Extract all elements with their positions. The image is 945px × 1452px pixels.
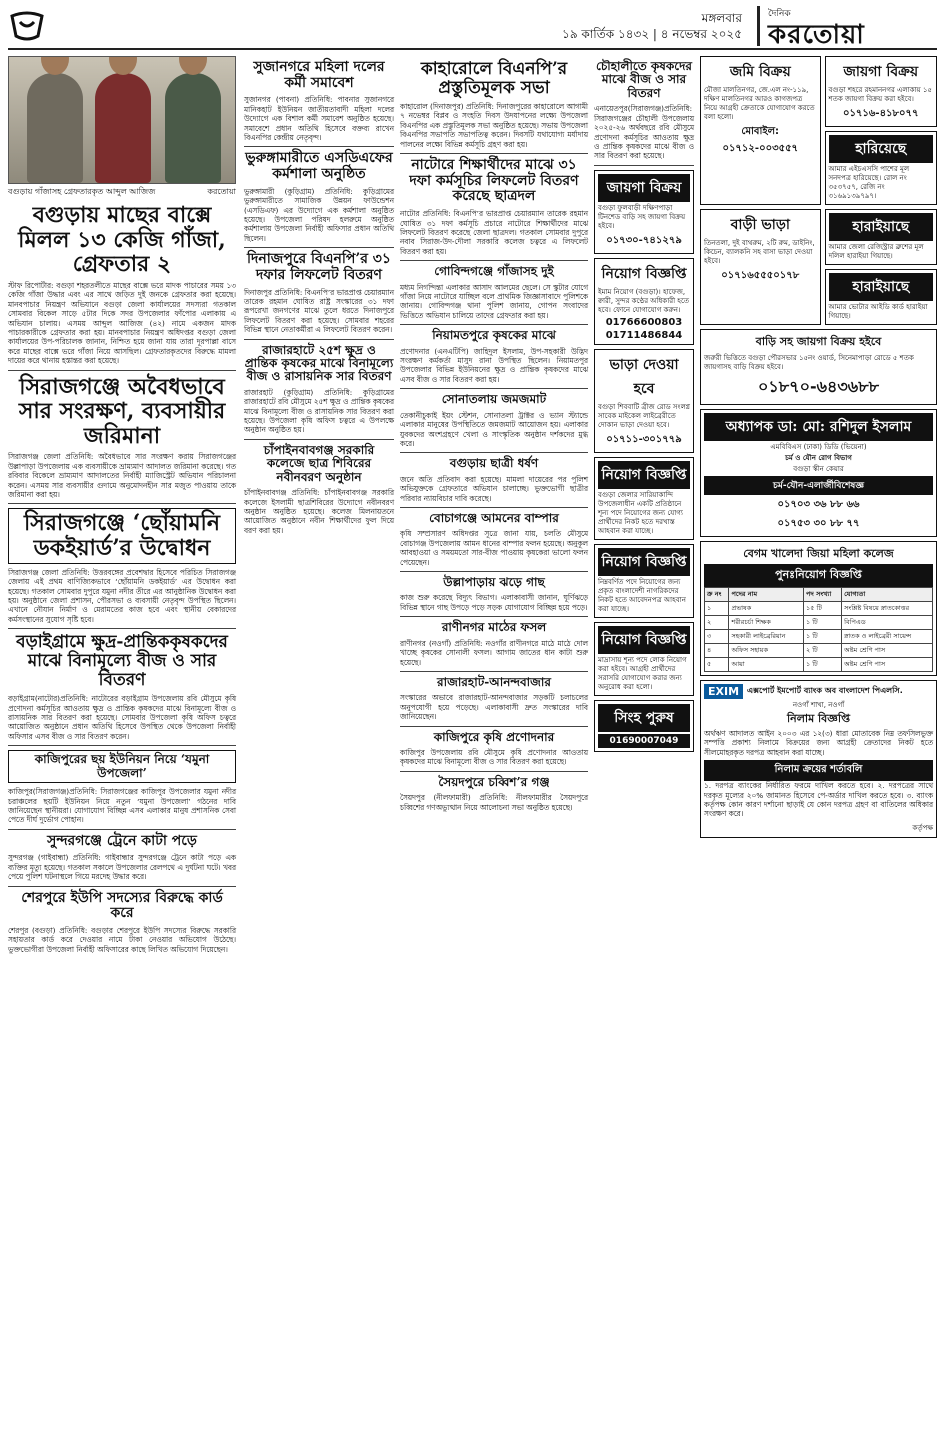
brand-prefix: দৈনিক — [768, 9, 791, 19]
table-cell: ১৫ টি — [803, 602, 841, 616]
divider — [400, 771, 588, 772]
terms-title: নিলাম ক্রয়ের শর্তাবলি — [704, 760, 933, 781]
divider — [400, 571, 588, 572]
classified-ad — [700, 56, 821, 205]
terms-body: ১. দরপত্র ব্যাংকের নির্ধারিত ফরমে দাখিল করতে হবে। ২. দরপত্রের সাথে দরকৃত মূল্যের ২০% জামানত হিসেবে পে-অর্ডার দাখিল করতে হবে। ৩. ব্যাংক কর্তৃপক্ষ কোন কারণ দর্শানো ছাড়াই যে কোন দরপত্র গ্রহণ বা বাতিলের অধিকার সংরক্ষণ করে। — [704, 781, 933, 819]
ad-body: জরুরী ভিত্তিতে বগুড়া পৌরসভার ১৫নং ওয়ার্ড, সিনেমাপাড়া রোডে ৫ শতক জায়গাসহ বাড়ি বিক্রয় হইবে। — [704, 354, 914, 371]
classified-ad — [825, 269, 938, 325]
table-cell: ১ টি — [803, 630, 841, 644]
doctor-strip: চর্ম-যৌন-এলার্জীবিশেষজ্ঞ — [704, 476, 933, 495]
column-3 — [400, 56, 588, 812]
article-body: সংস্কারের অভাবে রাজারহাট-আনন্দবাজার সড়কটি চলাচলের অনুপযোগী হয়ে পড়েছে। এলাকাবাসী দ্রুত সংস্কারের দাবি জানিয়েছেন। — [400, 693, 588, 722]
ad-body: বগুড়া শিববাটি ব্রীজ রোড সংলগ্ন সাবেক মাইকেল লাইব্রেরীতে দোকান ভাড়া দেওয়া হবে। — [598, 402, 690, 429]
article-body: রাজারহাট (কুড়িগ্রাম) প্রতিনিধি: কুড়িগ্রামের রাজারহাটে রবি মৌসুমে ২৫শ ক্ষুদ্র ও প্রান্তিক কৃষকের মাঝে বিনামূল্যে বীজ ও রাসায়নিক সার বিতরণ করা হয়েছে। উপজেলা কৃষি অফিস চত্বরে এ উপলক্ষে অনুষ্ঠান অনুষ্ঠিত হয়। — [244, 387, 394, 435]
divider — [400, 324, 588, 325]
table-cell: অফিস সহায়ক — [729, 644, 804, 658]
headline[interactable]: কাজিপুরের ছয় ইউনিয়ন নিয়ে ‘যমুনা উপজেলা’ — [8, 750, 236, 783]
vacancy-table — [704, 587, 933, 672]
table-cell: শরীরচর্চা শিক্ষক — [729, 616, 804, 630]
divider — [244, 146, 394, 147]
ad-title: বাড়ি সহ জায়গা বিক্রয় হইবে — [755, 335, 882, 348]
headline[interactable]: কাহারোলে বিএনপি’র প্রস্তুতিমূলক সভা — [420, 59, 568, 99]
headline[interactable]: ভুরুঙ্গামারীতে এসডিএফের কর্মশালা অনুষ্ঠিত — [245, 150, 393, 183]
article-body: দিনাজপুর প্রতিনিধি: বিএনপি’র ভারপ্রাপ্ত চেয়ারম্যান তারেক রহমান ঘোষিত রাষ্ট্র সংস্কারের ৩১ দফা রূপরেখা জনগণের মাঝে তুলে ধরতে দিনাজপুরে লিফলেট বিতরণ করা হয়েছে। সোমবার শহরের বিভিন্ন স্থানে নেতাকর্মীরা এ লিফলেট বিতরণ করেন। — [244, 287, 394, 335]
table-cell: ১ টি — [803, 616, 841, 630]
ad-body: তিনতলা, দুই বাথরুম, ২টি রুম, ডাইনিং, কিচেন, ব্যালকনি সহ বাসা ভাড়া দেওয়া হইবে। — [704, 239, 815, 265]
table-row — [705, 616, 933, 630]
table-cell: ৩ — [705, 630, 729, 644]
ad-title: জায়গা বিক্রয় — [598, 174, 690, 202]
table-header-cell: যোগ্যতা — [842, 588, 933, 602]
doctor-ad — [700, 409, 937, 537]
bank-auction-notice — [700, 680, 937, 838]
bank-branch: নওগাঁ শাখা, নওগাঁ — [792, 701, 845, 709]
table-cell: ৫ — [705, 658, 729, 672]
college-name: বেগম খালেদা জিয়া মহিলা কলেজ — [743, 547, 894, 560]
ad-body: আমার এইচএসসি পাশের মূল সনদপত্র হারিয়েছে। রোল নং ৩৫৩৭৫৭, রেজি নং ৩১৬৯১৩৯৭৯৭। — [828, 165, 910, 200]
ad-body: আমার জেলা রেজিস্ট্রার ব্রুশের মূল দলিল হারাইয়া গিয়াছে। — [828, 243, 924, 260]
table-row — [705, 630, 933, 644]
divider — [244, 439, 394, 440]
doctor-specialty: চর্ম ও যৌন রোগ বিভাগ — [785, 454, 852, 462]
headline[interactable]: সৈয়দপুরে চব্বিশ’র গঞ্জ — [438, 774, 550, 789]
headline[interactable]: বোচাগঞ্জে আমনের বাম্পার — [429, 510, 559, 525]
ad-phone[interactable]: মোবাইল: ০১৭১২-০০৩৫৫৭ — [722, 126, 799, 154]
article-body: কাজ শুরু করেছে বিদ্যুৎ বিভাগ। এলাকাবাসী জানান, ঘূর্ণিঝড়ে বিভিন্ন স্থানে গাছ উপড়ে পড়ে সড়ক যোগাযোগ বিচ্ছিন্ন হয়ে পড়ে। — [400, 593, 588, 612]
brand-name: করতোয়া — [768, 20, 865, 50]
article-body: মধ্যম নিগন্দিন্তা এলাকার আসাদ আলমের ছেলে। সে স্কুটার যোগে গাঁজা নিয়ে নাটোরে যাচ্ছিল বলে প্রাথমিক জিজ্ঞাসাবাদে পুলিশকে জানায়। গোবিন্দগঞ্জ থানা পুলিশ জানায়, গোপন সংবাদের ভিত্তিতে অভিযান চালিয়ে তাদের গ্রেফতার করা হয়। — [400, 282, 588, 320]
article-body: চাঁপাইনবাবগঞ্জ প্রতিনিধি: চাঁপাইনবাবগঞ্জ সরকারি কলেজে ইসলামী ছাত্রশিবিরের উদ্যোগে নবীনবরণ অনুষ্ঠান অনুষ্ঠিত হয়েছে। কলেজ মিলনায়তনে আয়োজিত অনুষ্ঠানে নবীন শিক্ষার্থীদের ফুল দিয়ে বরণ করা হয়। — [244, 488, 394, 535]
ads-stack — [825, 209, 938, 329]
table-cell: ১ টি — [803, 658, 841, 672]
photo-head — [179, 56, 207, 75]
classified-ad — [594, 170, 694, 254]
headline[interactable]: রাজারহাট-আনন্দবাজার — [437, 674, 551, 689]
ads-row-1 — [700, 56, 937, 209]
photo-credit: করতোয়া — [207, 187, 236, 196]
divider — [400, 671, 588, 672]
ad-title: জায়গা বিক্রয় — [843, 64, 919, 80]
table-header-cell: ক্র নং — [705, 588, 729, 602]
table-cell: ২ — [705, 616, 729, 630]
masthead-date — [562, 10, 742, 42]
column-5 — [700, 56, 937, 842]
ad-title: ভাড়া দেওয়া হবে — [609, 356, 679, 397]
divider — [400, 726, 588, 727]
headline[interactable]: শেরপুরে ইউপি সদস্যের বিরুদ্ধে কার্ড করে — [21, 889, 223, 922]
table-cell: প্রভাষক — [729, 602, 804, 616]
table-cell: অষ্টম শ্রেণি পাস — [842, 658, 933, 672]
photo-head — [41, 56, 69, 75]
headline[interactable]: দিনাজপুরে বিএনপি’র ৩১ দফার লিফলেট বিতরণ — [247, 251, 391, 283]
ad-body: নিম্নবর্ণিত পদে নিয়োগের জন্য প্রকৃত বাংলাদেশী নাগরিকদের নিকট হতে আবেদনপত্র আহবান করা যাচ্ছে। — [598, 577, 686, 613]
ad-phone[interactable]: ০১৭৩০-৭৪১২৭৯ — [606, 234, 682, 246]
headline[interactable]: সিরাজগঞ্জে অবৈধভাবে সার সংরক্ষণ, ব্যবসায়ীর জরিমানা — [18, 373, 226, 449]
table-cell: স্নাতক ও লাইব্রেরী সায়েন্স — [842, 630, 933, 644]
ad-phone[interactable]: ০১৭১৬-৪১৮০৭৭ — [842, 108, 919, 119]
table-cell: বিপিএড — [842, 616, 933, 630]
table-header-cell: পদের নাম — [729, 588, 804, 602]
column-1 — [8, 56, 236, 954]
divider — [8, 745, 236, 746]
ads-row-2 — [700, 209, 937, 329]
ad-body: বগুড়া শহরে রহমাননগর এলাকায় ১৫ শতক জায়গা বিক্রয় করা হইবে। — [828, 86, 932, 103]
exim-logo-icon: EXIM — [704, 684, 743, 699]
article-body: এনায়েতপুর(সিরাজগঞ্জ)প্রতিনিধি: সিরাজগঞ্জের চৌহালী উপজেলায় ২০২৫-২৬ অর্থবছরে রবি মৌসুমে প্রণোদনা কর্মসূচির আওতায় ক্ষুদ্র ও প্রান্তিক কৃষকদের মাঝে বীজ ও সার বিতরণ করা হয়েছে। — [594, 104, 694, 161]
divider — [400, 260, 588, 261]
classified-ad — [700, 209, 821, 325]
headline[interactable]: বগুড়ায় মাছের বাক্সে মিলল ১৩ কেজি গাঁজা, গ্রেফতার ২ — [18, 202, 226, 278]
headline[interactable]: চৌহালীতে কৃষকদের মাঝে বীজ ও সার বিতরণ — [595, 59, 693, 100]
divider — [400, 388, 588, 389]
article-body: কৃষি সম্প্রসারণ অধিদপ্তর সূত্রে জানা যায়, চলতি মৌসুমে বোচাগঞ্জ উপজেলায় আমন ধানের বাম্পার ফলন হয়েছে। অনুকূল আবহাওয়া ও সময়মতো সার-বীজ পাওয়ায় কৃষকেরা ভালো ফলন পেয়েছেন। — [400, 529, 588, 567]
column-2 — [244, 56, 394, 535]
headline[interactable]: নাটোরে শিক্ষার্থীদের মাঝে ৩১ দফা কর্মসূচির লিফলেট বিতরণ করেছে ছাত্রদল — [409, 157, 579, 205]
headline[interactable]: রাজারহাটে ২৫শ ক্ষুদ্র ও প্রান্তিক কৃষকের মাঝে বিনামূল্যে বীজ ও রাসায়নিক সার বিতরণ — [244, 342, 394, 384]
article-body: কাজিপুর উপজেলায় রবি মৌসুমে কৃষি প্রণোদনার আওতায় কৃষকদের মাঝে বিনামূল্যে বীজ ও সার বিতরণ করা হয়েছে। — [400, 748, 588, 767]
divider — [8, 503, 236, 504]
article-body: তেকানীচুকাই ইয়ং স্টেশন, সোনাতলা ট্রাক্টর ও ভ্যান স্ট্যান্ডে এলাকার মানুষের উপস্থিতিতে জমজমাট আয়োজন হয়। এলাকার যুবকদের অংশগ্রহণে খেলা ও সাংস্কৃতিক অনুষ্ঠান দর্শকদের মুগ্ধ করে। — [400, 410, 588, 448]
ad-title: নিয়োগ বিজ্ঞপ্তি — [601, 265, 687, 282]
classified-ad — [825, 56, 938, 127]
ad-body: আমার ভোটার আইডি কার্ড হারাইয়া গিয়াছে। — [828, 303, 928, 320]
divider — [400, 616, 588, 617]
photo-person — [27, 73, 83, 183]
divider — [244, 339, 394, 340]
article-body: প্রণোদনার (এনএটিপি) জাহিদুল ইসলাম, উপ-সহকারী উদ্ভিদ সংরক্ষণ কর্মকর্তা মাসুদ রানা উপস্থিত ছিলেন। নিয়ামতপুর উপজেলার বিভিন্ন ইউনিয়নের ক্ষুদ্র ও প্রান্তিক কৃষকদের মাঝে এসব বীজ ও সার বিতরণ করা হয়। — [400, 346, 588, 384]
divider — [400, 153, 588, 154]
ad-title: নিয়োগ বিজ্ঞপ্তি — [598, 461, 690, 489]
divider — [594, 165, 694, 166]
divider — [8, 886, 236, 887]
article-body: নাটোর প্রতিনিধি: বিএনপি’র ভারপ্রাপ্ত চেয়ারম্যান তারেক রহমান ঘোষিত ৩১ দফা কর্মসূচি প্রচারে নাটোরে শিক্ষার্থীদের মাঝে লিফলেট বিতরণ করেছে জেলা ছাত্রদল। গতকাল সোমবার দুপুরে নবাব সিরাজ-উদ-দৌলা সরকারি কলেজ চত্বরে এ লিফলেট বিতরণ করা হয়। — [400, 209, 588, 256]
doctor-chamber: বগুড়া স্কীন কেয়ার — [793, 465, 844, 473]
classified-ad — [594, 700, 694, 752]
table-header-cell: পদ সংখ্যা — [803, 588, 841, 602]
ad-body: মাদ্রাসায় শূন্য পদে লোক নিয়োগ করা হইবে। আগ্রহী প্রার্থীদের সরাসরি যোগাযোগ করার জন্য অনুরোধ করা হলো। — [598, 655, 687, 691]
article-body: কাহারোল (দিনাজপুর) প্রতিনিধি: দিনাজপুরের কাহারোলে আগামী ৭ নভেম্বর বিপ্লব ও সংহতি দিবস উদযাপনের লক্ষ্যে উপজেলা বিএনপির এক প্রস্তুতিমূলক সভা অনুষ্ঠিত হয়েছে। সভায় উপজেলা বিএনপির সভাপতি সভাপতিত্ব করেন। দিবসটি যথাযোগ্য মর্যাদায় পালনের লক্ষ্যে বিভিন্ন কর্মসূচি গ্রহণ করা হয়। — [400, 102, 588, 149]
article-body: বড়াইগ্রাম(নাটোর)প্রতিনিধি: নাটোরের বড়াইগ্রাম উপজেলায় রবি মৌসুমে কৃষি প্রণোদনা কর্মসূচির আওতায় ক্ষুদ্র ও প্রান্তিক কৃষকদের মাঝে বিনামূল্যে বীজ ও রাসায়নিক সার বিতরণ করা হয়েছে। সোমবার উপজেলা কৃষি অফিস চত্বরে আয়োজিত অনুষ্ঠানে প্রধান অতিথি হিসেবে উপস্থিত থেকে উপজেলা নির্বাহী অফিসার এসব বীজ ও সার বিতরণ করেন। — [8, 694, 236, 741]
ad-body: ইমাম নিয়োগ (বগুড়া)। হাফেজ, ক্বারী, সুন্দর কণ্ঠের অধিকারী হতে হবে। ফোনে যোগাযোগ করুন। — [598, 287, 690, 314]
article-body: সিরাজগঞ্জ জেলা প্রতিনিধি: উত্তরবঙ্গের প্রবেশদ্বার হিসেবে পরিচিত সিরাজগঞ্জ জেলায় এই প্রথম বাণিজ্যিকভাবে ‘ছোঁয়ামনি ডকইয়ার্ড’ এর উদ্বোধন করা হয়েছে। গতকাল সোমবার দুপুরে যমুনা নদীর তীরে এর আনুষ্ঠানিক উদ্বোধন করা হয়। অনুষ্ঠানে জেলা প্রশাসন, পৌরসভা ও ব্যবসায়ী নেতৃবৃন্দ উপস্থিত ছিলেন। এখানে নৌযান নির্মাণ ও মেরামতের কাজ হবে এবং স্থানীয় বেকারদের কর্মসংস্থানের সুযোগ সৃষ্টি হবে। — [8, 567, 236, 624]
college-notice — [700, 541, 937, 676]
divider — [400, 507, 588, 508]
divider — [8, 370, 236, 371]
masthead — [8, 6, 937, 50]
photo-caption-text: বগুড়ায় গাঁজাসহ গ্রেফতারকৃত আব্দুল আজিজ — [8, 187, 156, 196]
article-body: স্টাফ রিপোর্টার: বগুড়া শহরতলীতে মাছের বাক্সে ভরে মাদক পাচারের সময় ১৩ কেজি গাঁজা উদ্ধার এবং এর সাথে জড়িত দুই জনকে গ্রেফতার করা হয়েছে। মানবপাচার নিয়ন্ত্রণ অভিযানে বগুড়া জেলা কার্যালয়ের সদস্যরা গতকাল সোমবার বিকেল সাড়ে ৫টার দিকে সদর উপজেলার ফাঁপোর এলাকায় এ অভিযান চালায়। এসময় আব্দুল আজিজ (৪২) নামে একজন মাদক পাচারকারীকে গ্রেফতার করা হয়। মানবপাচার নিয়ন্ত্রণ অধিদপ্তর বগুড়া জেলা কার্যালয়ের উপ-পরিচালক জানান, নিশ্চিত হয়ে জানা যায় তারা দূরপাল্লা বাসে করে মাছের বাক্সে ভরে গাঁজা নিয়ে আসছিল। গ্রেফতারকৃতদের বিরুদ্ধে মামলা দায়ের করে থানায় হস্তান্তর করা হয়েছে। — [8, 280, 236, 366]
notice-body: অর্থঋণ আদালত আইন ২০০৩ এর ১২(৩) ধারা মোতাবেক নিম্ন তফসিলভুক্ত সম্পত্তি প্রকাশ্য নিলামে বিক্রয়ের জন্য আগ্রহী ক্রেতাদের নিকট হতে সীলমোহরকৃত দরপত্র আহবান করা যাচ্ছে। — [704, 729, 933, 757]
article-body: সিরাজগঞ্জ জেলা প্রতিনিধি: অবৈধভাবে সার সংরক্ষণ করায় সিরাজগঞ্জের উল্লাপাড়া উপজেলায় এক ব্যবসায়ীকে ভ্রাম্যমাণ আদালত জরিমানা করেছে। গত রবিবার বিকেলে ভ্রাম্যমাণ আদালতের নির্বাহী ম্যাজিস্ট্রেট অভিযান পরিচালনা করেন। এসময় সার ব্যবসায়ীর গুদামে অনুমোদনহীন সার মজুত পাওয়ায় তাকে জরিমানা করা হয়। — [8, 452, 236, 500]
ad-title: নিয়োগ বিজ্ঞপ্তি — [598, 626, 690, 654]
ad-title: হারিয়েছে — [829, 135, 934, 163]
photo-caption — [8, 186, 236, 199]
headline[interactable]: সিরাজগঞ্জে ‘ছোঁয়ামনি ডকইয়ার্ড’র উদ্বোধন — [8, 508, 236, 563]
article-body: ভুরুঙ্গামারী (কুড়িগ্রাম) প্রতিনিধি: কুড়িগ্রামের ভুরুঙ্গামারীতে সামাজিক উন্নয়ন ফাউন্ডেশন (এসডিএফ) এর উদ্যোগে এক কর্মশালা অনুষ্ঠিত হয়েছে। উপজেলা পরিষদ হলরুমে অনুষ্ঠিত কর্মশালায় উপজেলা নির্বাহী অফিসার প্রধান অতিথি ছিলেন। — [244, 186, 394, 243]
headline[interactable]: রাণীনগর মাঠের ফসল — [441, 620, 547, 635]
ad-title: হারাইয়াছে — [829, 273, 934, 301]
article-body: কাজিপুর(সিরাজগঞ্জ)প্রতিনিধি: সিরাজগঞ্জের কাজিপুর উপজেলার যমুনা নদীর চরাঞ্চলের ছয়টি ইউনিয়ন নিয়ে নতুন ‘যমুনা উপজেলা’ গঠনের দাবি জানিয়েছেন স্থানীয়রা। যোগাযোগ বিচ্ছিন্ন এসব এলাকার মানুষ প্রশাসনিক সেবা পেতে দীর্ঘ দুর্ভোগ পোহান। — [8, 787, 236, 825]
table-row — [705, 658, 933, 672]
classified-ad — [594, 544, 694, 618]
headline[interactable]: সোনাতলায় জমজমাট — [441, 392, 547, 407]
table-cell: সহকারী লাইব্রেরিয়ান — [729, 630, 804, 644]
headline[interactable]: চাঁপাইনবাবগঞ্জ সরকারি কলেজে ছাত্র শিবিরের নবীনবরণ অনুষ্ঠান — [263, 442, 375, 484]
weekday: মঙ্গলবার — [701, 11, 742, 25]
article-body: সৈয়দপুর (নীলফামারী) প্রতিনিধি: নীলফামারীর সৈয়দপুরে চব্বিশের গণঅভ্যুত্থান নিয়ে আলোচনা সভা অনুষ্ঠিত হয়েছে। — [400, 793, 588, 812]
doctor-name: অধ্যাপক ডা: মো: রশিদুল ইসলাম — [704, 413, 933, 441]
table-cell: সংশ্লিষ্ট বিষয়ে স্নাতকোত্তর — [842, 602, 933, 616]
photo-person — [95, 73, 151, 183]
classified-ad — [594, 258, 694, 345]
ad-phone[interactable]: ০১৮৭০-৬৪৩৬৮৮ — [758, 377, 879, 396]
notice-title: পুনঃনিয়োগ বিজ্ঞপ্তি — [704, 564, 933, 587]
article-body: জনে অতি প্রতিবাদ করা হয়েছে। মামলা দায়েরের পর পুলিশ অভিযুক্তকে গ্রেফতারে অভিযান চালাচ্ছে। ভুক্তভোগী ছাত্রীর পরিবার ন্যায়বিচার দাবি করেছে। — [400, 474, 588, 503]
notice-title: নিলাম বিজ্ঞপ্তি — [786, 712, 851, 725]
classified-ad — [594, 349, 694, 453]
photo-person — [165, 73, 221, 183]
ad-title: সিংহ পুরুষ — [598, 704, 690, 732]
notice-signature: কর্তৃপক্ষ — [912, 823, 933, 832]
divider — [8, 829, 236, 830]
ad-phone[interactable]: ০১৭১১-৩০১৭৭৯ — [606, 433, 682, 445]
classified-ad — [594, 457, 694, 540]
classified-ad — [594, 622, 694, 696]
article-body: শেরপুর (বগুড়া) প্রতিনিধি: বগুড়ার শেরপুরে ইউপি সদস্যের বিরুদ্ধে সরকারি সহায়তার কার্ড করে দেওয়ার নামে টাকা নেওয়ার অভিযোগ উঠেছে। ভুক্তভোগীরা উপজেলা নির্বাহী অফিসারের কাছে লিখিত অভিযোগ দিয়েছেন। — [8, 925, 236, 954]
headline[interactable]: গোবিন্দগঞ্জে গাঁজাসহ দুই — [434, 264, 554, 279]
divider — [244, 247, 394, 248]
column-4 — [594, 56, 694, 756]
photo-head — [109, 56, 137, 75]
ad-body: বগুড়া ফুলবাড়ী দক্ষিণপাড়া টিনশেড বাড়ি সহ জায়গা বিক্রয় হইবে। — [598, 203, 686, 230]
article-body: রাণীনগর (নওগাঁ) প্রতিনিধি: নওগাঁর রাণীনগরে মাঠে মাঠে দোল খাচ্ছে কৃষকের সোনালী ফসল। আগাম জাতের ধান কাটা শুরু হয়েছে। — [400, 638, 588, 667]
article-body: সুন্দরগঞ্জ (গাইবান্ধা) প্রতিনিধি: গাইবান্ধার সুন্দরগঞ্জে ট্রেনে কাটা পড়ে এক ব্যক্তির মৃত্যু হয়েছে। গতকাল সকালে উপজেলার রেলপথে এ দুর্ঘটনা ঘটে। খবর পেয়ে পুলিশ ঘটনাস্থলে গিয়ে মরদেহ উদ্ধার করে। — [8, 853, 236, 882]
doctor-phone-alt[interactable]: ০১৭৫৩ ৩০ ৮৮ ৭৭ — [777, 518, 860, 529]
news-photo — [8, 56, 236, 184]
table-cell: অষ্টম শ্রেণি পাস — [842, 644, 933, 658]
headline[interactable]: বগুড়ায় ছাত্রী ধর্ষণ — [449, 456, 539, 471]
table-cell: ৪ — [705, 644, 729, 658]
headline[interactable]: সুন্দরগঞ্জে ট্রেনে কাটা পড়ে — [47, 832, 197, 849]
headline[interactable]: উল্লাপাড়ায় ঝড়ে গাছ — [443, 575, 545, 590]
article-body: সুজানগর (পাবনা) প্রতিনিধি: পাবনার সুজানগরে মানিকহাট ইউনিয়ন জাতীয়তাবাদী মহিলা দলের উদ্যোগে এক বিশাল কর্মী সমাবেশ অনুষ্ঠিত হয়েছে। সমাবেশে প্রধান অতিথি হিসেবে বক্তব্য রাখেন বিএনপির কেন্দ্রীয় নেতৃবৃন্দ। — [244, 95, 394, 142]
divider — [400, 452, 588, 453]
table-header-row — [705, 588, 933, 602]
table-row — [705, 602, 933, 616]
classified-ad — [825, 209, 938, 265]
table-row — [705, 644, 933, 658]
headline[interactable]: কাজিপুরে কৃষি প্রণোদনার — [433, 729, 555, 744]
ad-phone-alt[interactable]: 01711486844 — [605, 329, 683, 341]
newspaper-logo-icon — [8, 8, 46, 42]
headline[interactable]: সুজানগরে মহিলা দলের কর্মী সমাবেশ — [253, 59, 385, 91]
ad-title: বাড়ী ভাড়া — [730, 217, 790, 233]
table-cell: ১ — [705, 602, 729, 616]
bank-name: এক্সপোর্ট ইমপোর্ট ব্যাংক অব বাংলাদেশ পিএলসি. — [747, 686, 903, 695]
ad-phone[interactable]: 01766600803 — [605, 316, 683, 328]
ad-title: হারাইয়াছে — [829, 213, 934, 241]
headline[interactable]: নিয়ামতপুরে কৃষকের মাঝে — [432, 328, 556, 343]
ad-title: জমি বিক্রয় — [729, 64, 791, 80]
ad-phone[interactable]: ০১৭১৬৫৫৫০১৭৮ — [721, 270, 800, 281]
date-line: ১৯ কার্তিক ১৪৩২ | ৪ নভেম্বর ২০২৫ — [562, 27, 742, 41]
ad-title: নিয়োগ বিজ্ঞপ্তি — [598, 548, 690, 576]
ad-phone[interactable]: 01690007049 — [598, 734, 690, 748]
table-cell: ২ টি — [803, 644, 841, 658]
doctor-degree: এমবিবিএস (ঢাকা) ডিডি (ভিয়েনা) — [770, 443, 867, 451]
ad-body: বগুড়া জেলার সারিয়াকান্দি উপজেলাধীন একটি প্রতিষ্ঠানে শূন্য পদে নিয়োগের জন্য যোগ্য প্রার্থীদের নিকট হতে দরখাস্ত আহবান করা যাচ্ছে। — [598, 490, 683, 535]
table-cell: আয়া — [729, 658, 804, 672]
doctor-phone[interactable]: ০১৭০৩ ৩৬ ৮৮ ৬৬ — [777, 499, 860, 510]
headline[interactable]: বড়াইগ্রামে ক্ষুদ্র-প্রান্তিককৃষকদের মাঝে বিনামূল্যে বীজ ও সার বিতরণ — [16, 632, 228, 691]
brand-block — [757, 6, 937, 50]
classified-ad — [825, 131, 938, 205]
classified-ad — [700, 329, 937, 405]
bank-header — [704, 684, 933, 699]
divider — [8, 628, 236, 629]
ad-body: মৌজা মালতিনগর, জে.এল নং-১১৯, দক্ষিণ মালতিনগর আরও কাগজপত্র নিয়ে আগ্রহী ক্রেতাকে যোগাযোগ করতে বলা হলো। — [704, 86, 815, 121]
ads-stack — [825, 56, 938, 209]
